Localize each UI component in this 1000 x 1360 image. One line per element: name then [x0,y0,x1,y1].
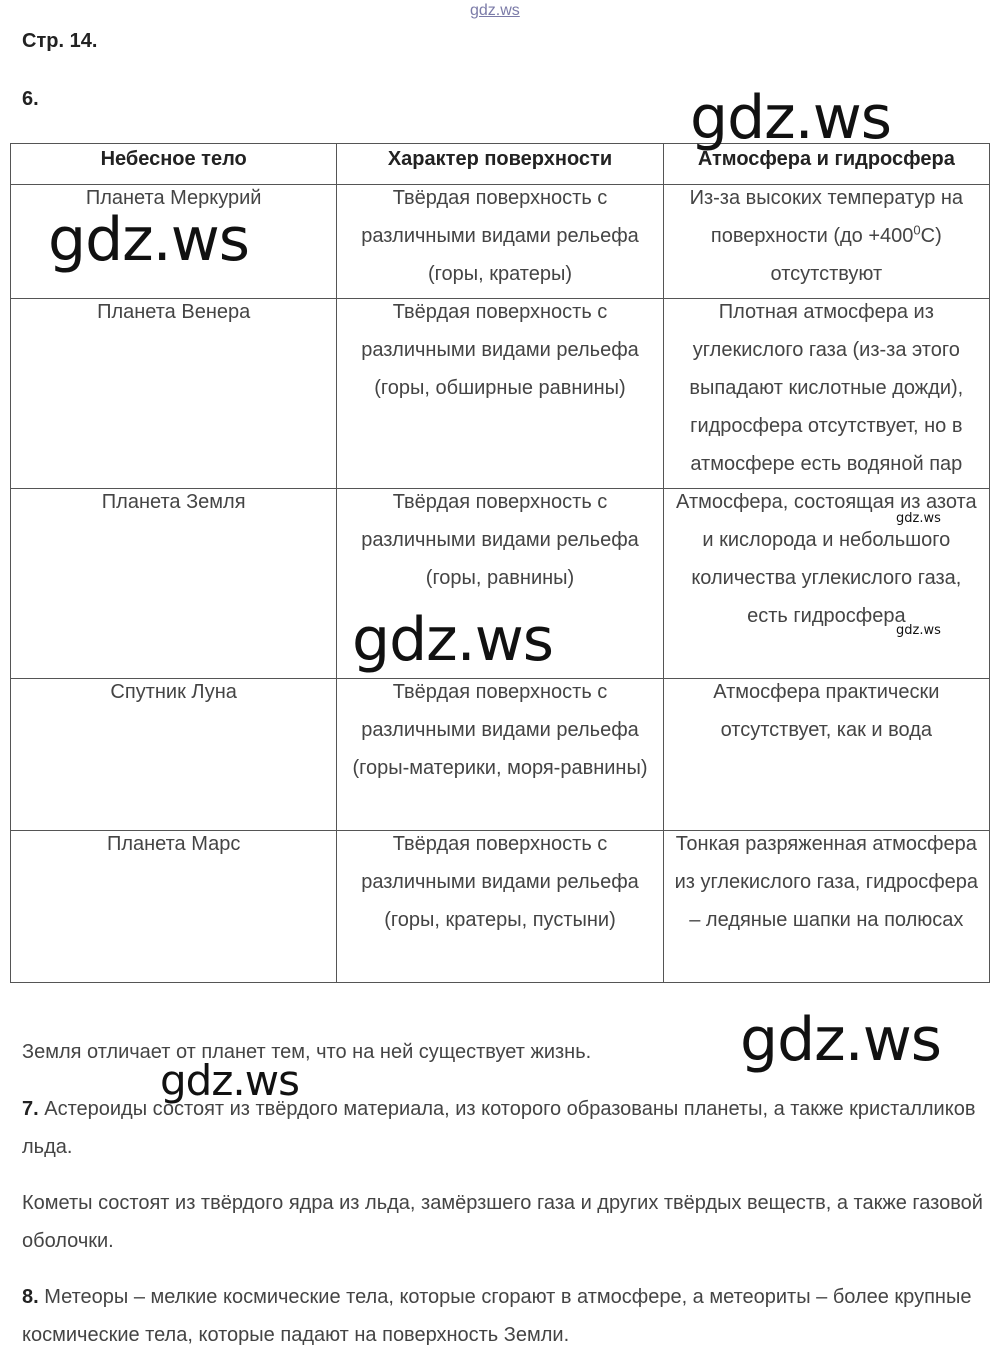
page-label: Стр. 14. [22,30,98,52]
cell-atmosphere: Атмосфера, состоящая из азота и кислорода и небольшого количества углекислого газа, есть гидросфера [663,489,989,679]
header-atmosphere: Атмосфера и гидросфера [663,144,989,185]
table-row [11,679,990,831]
task-8-paragraph: 8. Метеоры – мелкие космические тела, которые сгорают в атмосфере, а метеориты – более крупные космические тела, которые падают на поверхность Земли. [22,1286,972,1346]
cell-body: Спутник Луна [11,679,337,831]
cell-body: Планета Земля [11,489,337,679]
cell-atmosphere: Из-за высоких температур на поверхности $(до +400^0С)$ отсутствуют [663,185,989,299]
cell-surface: Твёрдая поверхность с различными видами рельефа (горы, кратеры, пустыни) [337,831,663,983]
table-row [11,299,990,489]
earth-note: Земля отличает от планет тем, что на ней существует жизнь. [22,1041,592,1063]
cell-body: Планета Марс [11,831,337,983]
cell-surface: Твёрдая поверхность с различными видами рельефа (горы, обширные равнины) [337,299,663,489]
header-body: Небесное тело [11,144,337,185]
site-link[interactable]: gdz.ws [470,2,520,19]
watermark: gdz.ws [896,623,941,638]
cell-surface: Твёрдая поверхность с различными видами рельефа (горы, равнины) [337,489,663,679]
watermark: gdz.ws [896,511,941,526]
cell-surface: Твёрдая поверхность с различными видами рельефа (горы-материки, моря-равнины) [337,679,663,831]
watermark: gdz.ws [690,83,892,153]
cell-atmosphere: Атмосфера практически отсутствует, как и вода [663,679,989,831]
header-surface: Характер поверхности [337,144,663,185]
comets-paragraph: Кометы состоят из твёрдого ядра из льда, замёрзшего газа и других твёрдых веществ, а также газовой оболочки. [22,1192,983,1252]
task-6-number: 6. [22,88,39,110]
watermark: gdz.ws [352,605,554,675]
cell-surface: Твёрдая поверхность с различными видами рельефа (горы, кратеры) [337,185,663,299]
task-7-paragraph: 7. Астероиды состоят из твёрдого материала, из которого образованы планеты, а также кристалликов льда. [22,1098,976,1158]
watermark: gdz.ws [740,1005,942,1075]
table-row [11,831,990,983]
cell-body: Планета Меркурий [11,185,337,299]
cell-atmosphere: Плотная атмосфера из углекислого газа (из-за этого выпадают кислотные дожди), гидросфера отсутствует, но в атмосфере есть водяной пар [663,299,989,489]
watermark: gdz.ws [160,1056,299,1105]
cell-atmosphere: Тонкая разряженная атмосфера из углекислого газа, гидросфера – ледяные шапки на полюсах [663,831,989,983]
watermark: gdz.ws [48,205,250,275]
cell-body: Планета Венера [11,299,337,489]
